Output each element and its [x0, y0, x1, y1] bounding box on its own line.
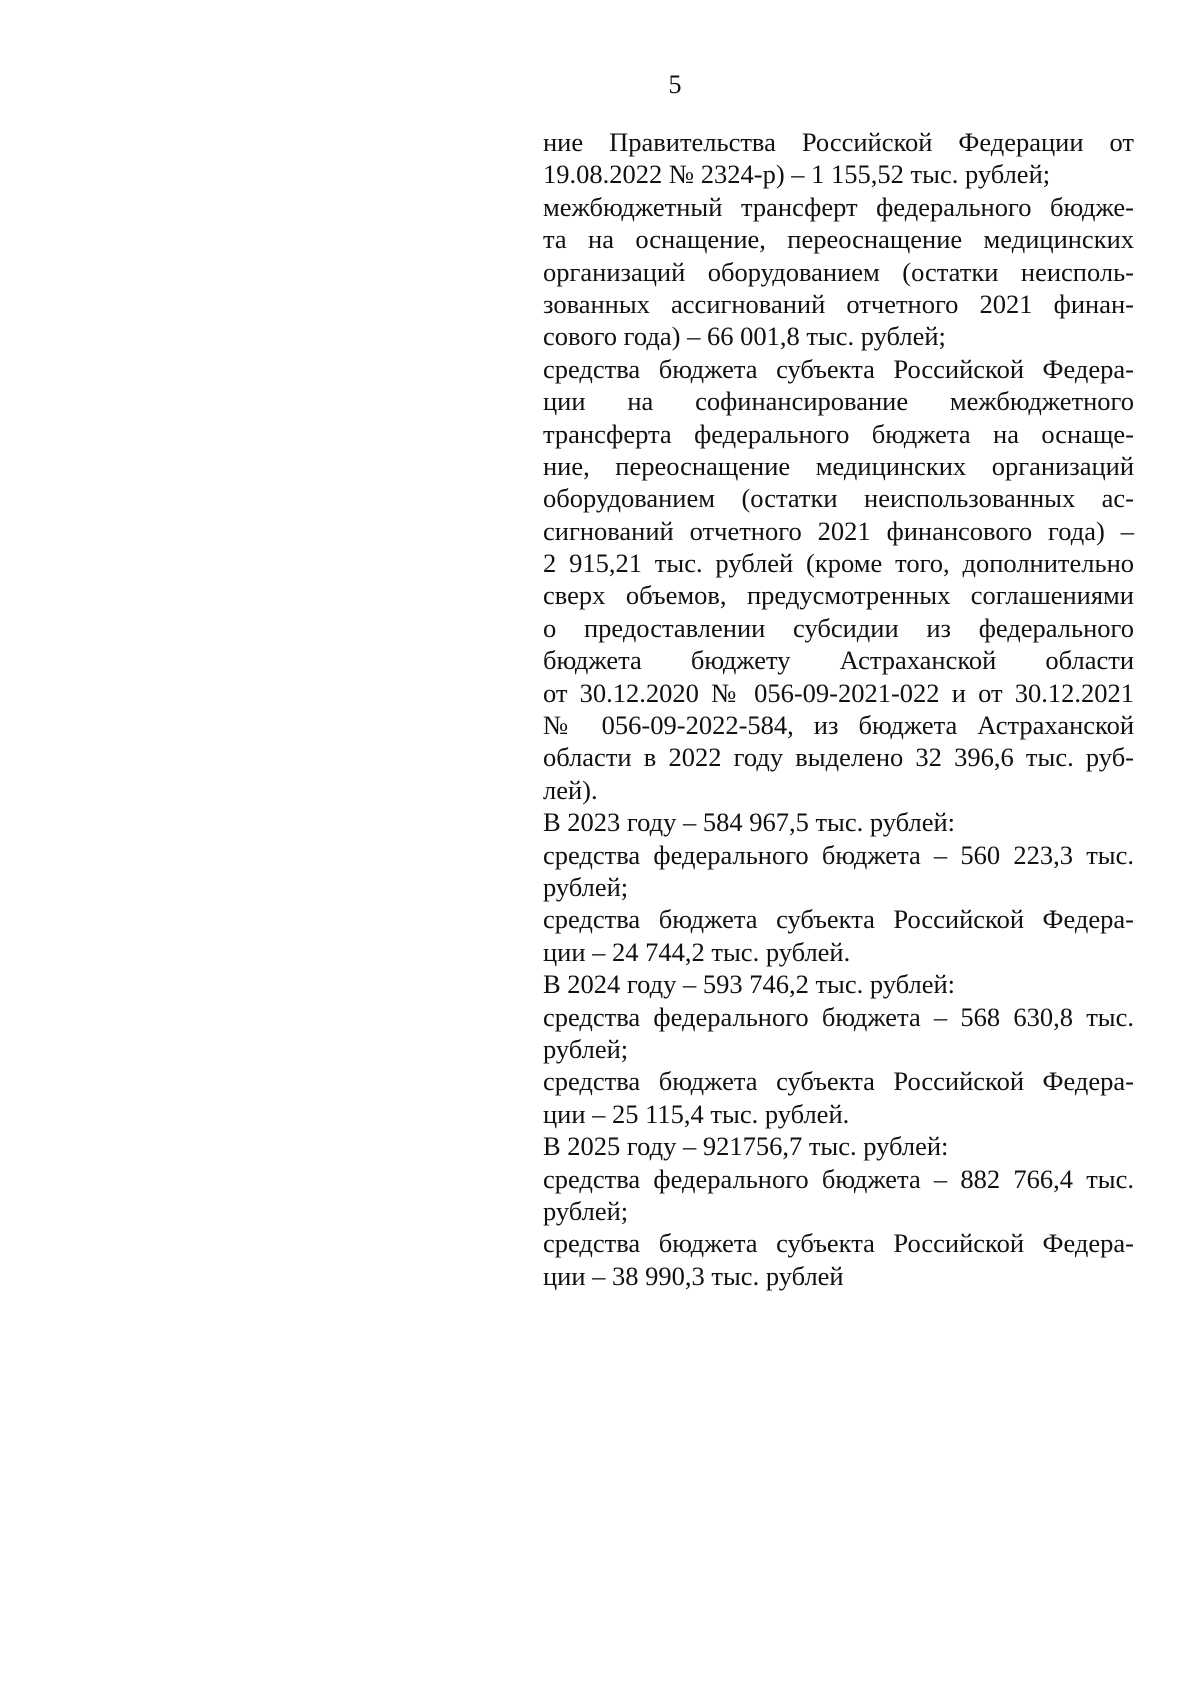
text-line: В 2023 году – 584 967,5 тыс. рублей:: [543, 807, 956, 838]
text-line: В 2024 году – 593 746,2 тыс. рублей:: [543, 969, 956, 1000]
text-line: та на оснащение, переоснащение медицинских: [543, 224, 1134, 255]
text-line: сверх объемов, предусмотренных соглашениями: [543, 580, 1134, 611]
text-line: средства бюджета субъекта Российской Федера-: [543, 1228, 1134, 1259]
text-line: рублей;: [543, 871, 629, 902]
text-line: межбюджетный трансферт федерального бюдже-: [543, 191, 1134, 222]
text-line: средства федерального бюджета – 560 223,3 тыс.: [543, 839, 1134, 870]
text-line: ции на софинансирование межбюджетного: [543, 386, 1134, 417]
text-line: сового года) – 66 001,8 тыс. рублей;: [543, 321, 946, 352]
document-body: [543, 126, 1134, 1292]
text-line: лей).: [543, 774, 598, 805]
text-line: В 2025 году – 921756,7 тыс. рублей:: [543, 1131, 949, 1162]
text-line: средства бюджета субъекта Российской Федера-: [543, 1066, 1134, 1097]
text-line: бюджета бюджету Астраханской области: [543, 645, 1134, 676]
text-line: ние Правительства Российской Федерации от: [543, 127, 1134, 157]
text-line: рублей;: [543, 1033, 629, 1064]
page-number: 5: [668, 70, 682, 99]
text-line: области в 2022 году выделено 32 396,6 тыс. руб-: [543, 742, 1134, 773]
text-line: средства федерального бюджета – 568 630,8 тыс.: [543, 1001, 1134, 1032]
text-line: сигнований отчетного 2021 финансового года) –: [543, 515, 1134, 546]
text-line: средства бюджета субъекта Российской Федера-: [543, 353, 1134, 384]
text-line: рублей;: [543, 1195, 629, 1226]
text-line: 19.08.2022 № 2324-р) – 1 155,52 тыс. рублей;: [543, 159, 1051, 190]
text-line: трансферта федерального бюджета на оснаще-: [543, 418, 1134, 449]
text-line: № 056-09-2022-584, из бюджета Астраханской: [543, 710, 1134, 741]
text-line: ции – 38 990,3 тыс. рублей: [543, 1260, 844, 1291]
text-line: 2 915,21 тыс. рублей (кроме того, дополнительно: [543, 548, 1134, 579]
text-line: организаций оборудованием (остатки неисполь-: [543, 256, 1134, 287]
text-line: оборудованием (остатки неиспользованных ас-: [543, 483, 1134, 514]
text-line: ции – 25 115,4 тыс. рублей.: [543, 1098, 850, 1129]
text-line: средства бюджета субъекта Российской Федера-: [543, 904, 1134, 935]
text-line: о предоставлении субсидии из федерального: [543, 612, 1134, 643]
text-line: ние, переоснащение медицинских организаций: [543, 450, 1134, 481]
text-line: от 30.12.2020 № 056-09-2021-022 и от 30.12.2021: [543, 677, 1134, 708]
text-line: ции – 24 744,2 тыс. рублей.: [543, 936, 851, 967]
text-line: средства федерального бюджета – 882 766,4 тыс.: [543, 1163, 1134, 1194]
text-line: зованных ассигнований отчетного 2021 финан-: [543, 288, 1134, 319]
